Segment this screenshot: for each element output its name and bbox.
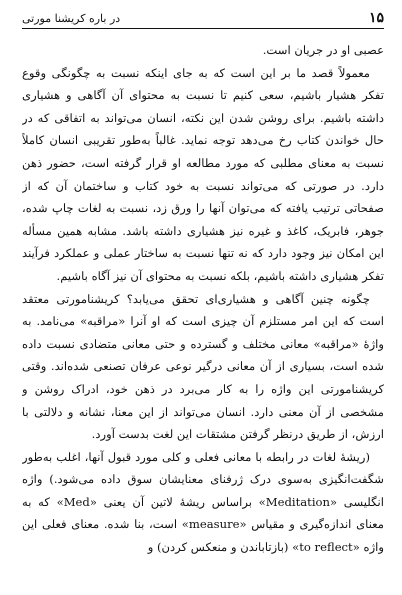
- paragraph: (ریشهٔ لغات در رابطه با معانی فعلی و کلی مورد قبول آنها، اغلب به‌طور شگفت‌انگیزی به‌سوی درک ژرفنای معنایشان سوق داده می‌شود.) واژه انگلیسی «Meditation» براساس ریشهٔ لاتین آن یعنی «Med» که به معنای اندازه‌گیری و مقیاس «measure» است، بنا شده. معنای فعلی این واژه «to reflect» (بازتاباندن و منعکس کردن) و: [22, 449, 384, 555]
- body-text: [22, 39, 384, 559]
- paragraph: چگونه چنین آگاهی و هشیاری‌ای تحقق می‌یابد؟ کریشنامورتی معتقد است که این امر مستلزم آن چیزی است که او آنرا «مراقبه» می‌نامد. به واژهٔ «مراقبه» معانی مختلف و گسترده و حتی معانی متضادی نسبت داده شده است، بسیاری از آن معانی درگیر نوعی عرفان تصنعی شده‌اند. وقتی کریشنامورتی این واژه را به کار می‌برد در ذهن خود، ادراک روشن و مشخصی از آن معنی دارد. انسان می‌تواند از این معنا، نشانه و دلالتی با ارزش، از طریق درنظر گرفتن مشتقات این لغت بدست آورد.: [22, 291, 384, 442]
- running-header: [22, 8, 384, 29]
- running-title: در باره کریشنا مورتی: [22, 11, 121, 25]
- paragraph: عصبی او در جریان است.: [262, 43, 384, 57]
- book-page: [22, 8, 384, 588]
- page-number: ۱۵: [368, 10, 384, 26]
- paragraph: معمولاً قصد ما بر این است که به جای اینکه نسبت به چگونگی وقوع تفکر هشیار باشیم، سعی کنیم تا نسبت به محتوای آن آگاهی و هشیاری داشته باشیم. برای روشن شدن این نکته، انسان می‌تواند به اتفاقی که در حال خواندن کتاب رخ می‌دهد توجه نماید. غالباً به‌طور تقریبی انسان کاملاً نسبت به معنای مطلبی که مورد مطالعه او قرار گرفته است، حضور ذهن دارد. در صورتی که می‌تواند نسبت به خود کتاب و ساختمان آن که از صفحاتی ترتیب یافته که می‌توان آنها را ورق زد، نسبت به لغات چاپ شده، جوهر، فابریک، کاغذ و غیره نیز هشیاری داشته باشد. مشابه همین مسأله این امکان نیز وجود دارد که نه تنها نسبت به ساختار عملی و عملکرد فرآیند تفکر هشیاری داشته باشیم، بلکه نسبت به محتوای آن نیز آگاه باشیم.: [22, 65, 384, 283]
